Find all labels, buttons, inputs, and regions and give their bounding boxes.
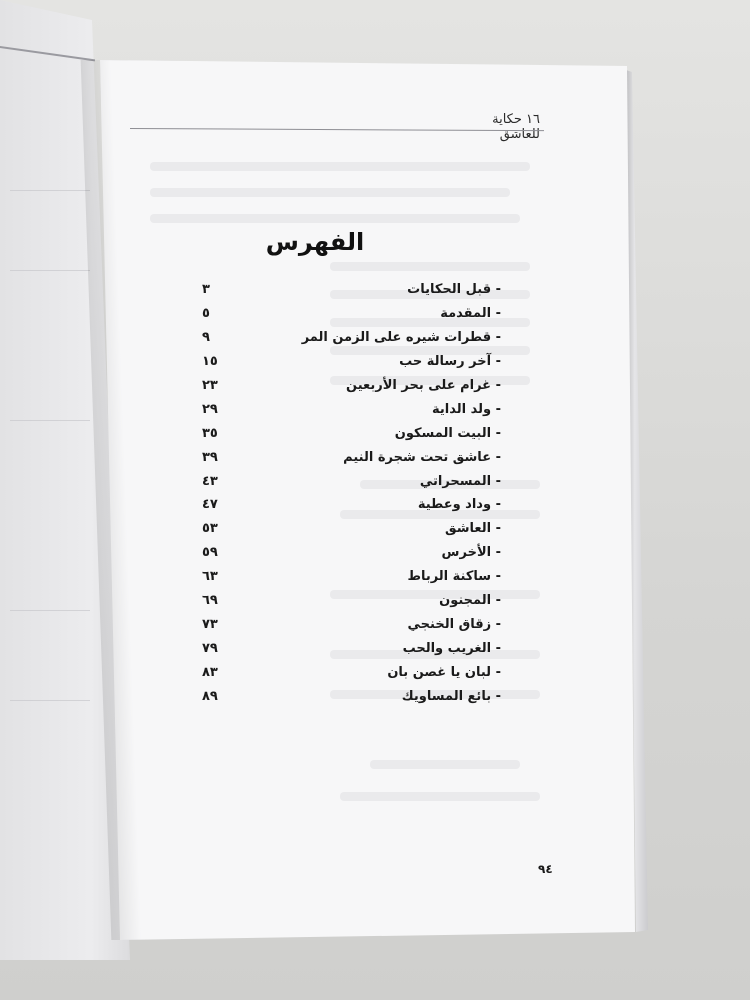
toc-entry-page: ٢٣	[202, 377, 218, 393]
toc-entry	[196, 665, 501, 689]
toc-entry-page: ٣٥	[202, 425, 218, 441]
show-through-line	[330, 262, 530, 271]
toc-entry-page: ٤٧	[202, 497, 218, 513]
toc-entry	[196, 569, 501, 593]
toc-entry	[196, 497, 501, 521]
toc-entry-title: - ساكنة الرباط	[407, 569, 501, 585]
toc-entry-page: ٥	[202, 305, 210, 321]
toc-entry-title: - المسحراتي	[419, 473, 501, 489]
toc-entry-title: - بائع المساويك	[401, 688, 501, 704]
toc-entry-title: - زقاق الخنجي	[407, 617, 501, 633]
toc-entry-title: - الغريب والحب	[402, 641, 501, 657]
toc-entry-page: ٣	[202, 282, 210, 297]
toc-entry	[196, 641, 501, 665]
show-through-line	[10, 190, 90, 191]
toc-entry-page: ٨٣	[202, 665, 218, 680]
show-through-line	[10, 700, 90, 701]
toc-entry-title: - غرام على بحر الأربعين	[346, 377, 501, 393]
toc-entry-page: ٦٩	[202, 593, 218, 609]
show-through-line	[150, 214, 520, 223]
show-through-line	[10, 270, 90, 271]
toc-entry-page: ٧٩	[202, 641, 218, 657]
show-through-line	[370, 760, 520, 769]
toc-entry	[196, 282, 501, 306]
page-number: ٩٤	[538, 862, 553, 876]
toc-entry-page: ٤٣	[202, 473, 218, 489]
running-header: ١٦ حكاية للعاشق	[492, 112, 540, 142]
show-through-line	[150, 188, 510, 197]
toc-entry-title: - المجنون	[439, 593, 501, 609]
toc-entry-title: - قبل الحكايات	[407, 282, 501, 297]
toc-entry-title: - البيت المسكون	[394, 425, 501, 441]
toc-entry-title: - قطرات شيره على الزمن المر	[301, 329, 501, 345]
toc-entry	[196, 402, 501, 426]
toc-entry	[196, 450, 501, 474]
toc-entry	[196, 545, 501, 569]
toc-entry-title: - عاشق تحت شجرة النيم	[343, 449, 501, 465]
table-of-contents	[196, 282, 501, 713]
toc-entry	[196, 593, 501, 617]
toc-entry	[196, 330, 501, 354]
toc-entry-title: - الأخرس	[441, 545, 501, 561]
toc-entry	[196, 474, 501, 498]
toc-entry	[196, 378, 501, 402]
show-through-line	[150, 162, 530, 171]
show-through-line	[10, 610, 90, 611]
toc-entry	[196, 689, 501, 713]
toc-entry-title: - آخر رسالة حب	[399, 353, 501, 369]
toc-entry-title: - العاشق	[445, 521, 501, 537]
toc-entry-title: - لبان يا غصن بان	[387, 665, 501, 680]
toc-title: الفهرس	[265, 228, 365, 256]
toc-entry-page: ٢٩	[202, 401, 218, 417]
toc-entry	[196, 426, 501, 450]
toc-entry-title: - وداد وعطية	[417, 497, 501, 513]
toc-entry-page: ٩	[202, 329, 210, 345]
toc-entry-page: ٥٩	[202, 545, 218, 561]
toc-entry-title: - ولد الداية	[432, 401, 501, 417]
toc-entry-page: ٥٣	[202, 521, 218, 537]
toc-entry-title: - المقدمة	[440, 305, 501, 321]
toc-entry-page: ٧٣	[202, 617, 218, 633]
toc-entry	[196, 521, 501, 545]
toc-entry-page: ٣٩	[202, 449, 218, 465]
toc-entry	[196, 354, 501, 378]
toc-entry-page: ١٥	[202, 353, 218, 369]
toc-entry	[196, 306, 501, 330]
toc-entry-page: ٨٩	[202, 688, 218, 704]
toc-entry-page: ٦٣	[202, 569, 218, 585]
toc-entry	[196, 617, 501, 641]
show-through-line	[340, 792, 540, 801]
show-through-line	[10, 420, 90, 421]
